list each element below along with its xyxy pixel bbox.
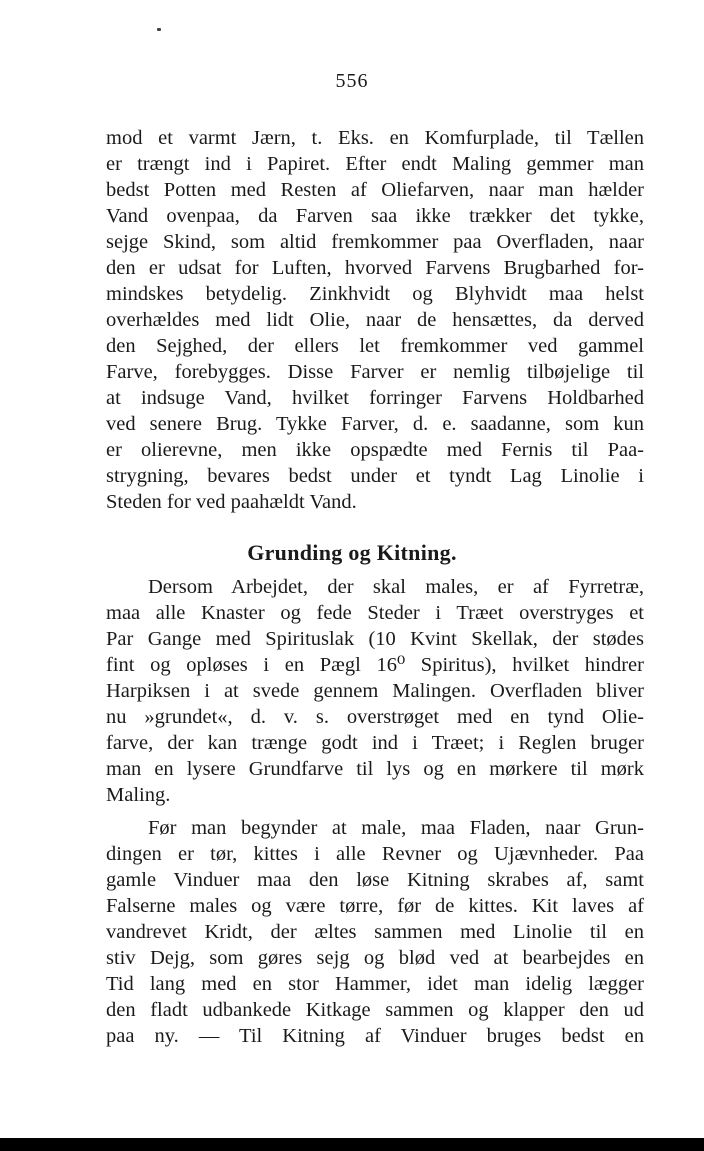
text-line: paa ny. — Til Kitning af Vinduer bruges bedst en [106,1025,644,1047]
text-line: man en lysere Grundfarve til lys og en mørkere til mørk [106,758,644,780]
text-line: Harpiksen i at svede gennem Malingen. Overfladen bliver [106,680,644,702]
text-line: maa alle Knaster og fede Steder i Træet overstryges et [106,602,644,624]
text-line: fint og opløses i en Pægl 16⁰ Spiritus), hvilket hindrer [106,654,644,676]
page-number: 556 [335,70,369,92]
scan-bottom-border [0,1138,704,1151]
text-line: overhældes med lidt Olie, naar de hensættes, da derved [106,309,644,331]
section-heading: Grunding og Kitning. [247,540,457,565]
text-line: den fladt udbankede Kitkage sammen og klapper den ud [106,999,644,1021]
text-line: Dersom Arbejdet, der skal males, er af Fyrretræ, [148,576,644,598]
text-line: den Sejghed, der ellers let fremkommer ved gammel [106,335,644,357]
paragraph-1 [106,125,644,515]
paragraph-2 [106,574,644,808]
text-line: er trængt ind i Papiret. Efter endt Maling gemmer man [106,153,644,175]
text-line: Vand ovenpaa, da Farven saa ikke trækker det tykke, [106,205,644,227]
text-line: vandrevet Kridt, der æltes sammen med Linolie til en [106,921,644,943]
text-line: gamle Vinduer maa den løse Kitning skrabes af, samt [106,869,644,891]
text-line: bedst Potten med Resten af Oliefarven, naar man hælder [106,179,644,201]
paragraph-3 [106,815,644,1049]
text-line: at indsuge Vand, hvilket forringer Farvens Holdbarhed [106,387,644,409]
text-line: Steden for ved paahældt Vand. [106,491,357,513]
text-line: strygning, bevares bedst under et tyndt Lag Linolie i [106,465,644,487]
text-line: er olierevne, men ikke opspædte med Fernis til Paa- [106,439,644,461]
text-line: Før man begynder at male, maa Fladen, naar Grun- [148,817,644,839]
text-line: mod et varmt Jærn, t. Eks. en Komfurplade, til Tællen [106,127,644,149]
text-line: Tid lang med en stor Hammer, idet man idelig lægger [106,973,644,995]
text-line: ved senere Brug. Tykke Farver, d. e. saadanne, som kun [106,413,644,435]
text-line: sejge Skind, som altid fremkommer paa Overfladen, naar [106,231,644,253]
text-line: Par Gange med Spirituslak (10 Kvint Skellak, der stødes [106,628,644,650]
text-line: farve, der kan trænge godt ind i Træet; i Reglen bruger [106,732,644,754]
text-line: nu »grundet«, d. v. s. overstrøget med en tynd Olie- [106,706,644,728]
ink-speck [157,28,161,31]
text-line: Falserne males og være tørre, før de kittes. Kit laves af [106,895,644,917]
text-line: stiv Dejg, som gøres sejg og blød ved at bearbejdes en [106,947,644,969]
text-line: mindskes betydelig. Zinkhvidt og Blyhvidt maa helst [106,283,644,305]
text-line: Farve, forebygges. Disse Farver er nemlig tilbøjelige til [106,361,644,383]
text-line: dingen er tør, kittes i alle Revner og Ujævnheder. Paa [106,843,644,865]
text-line: den er udsat for Luften, hvorved Farvens Brugbarhed for- [106,257,644,279]
text-line: Maling. [106,784,171,806]
